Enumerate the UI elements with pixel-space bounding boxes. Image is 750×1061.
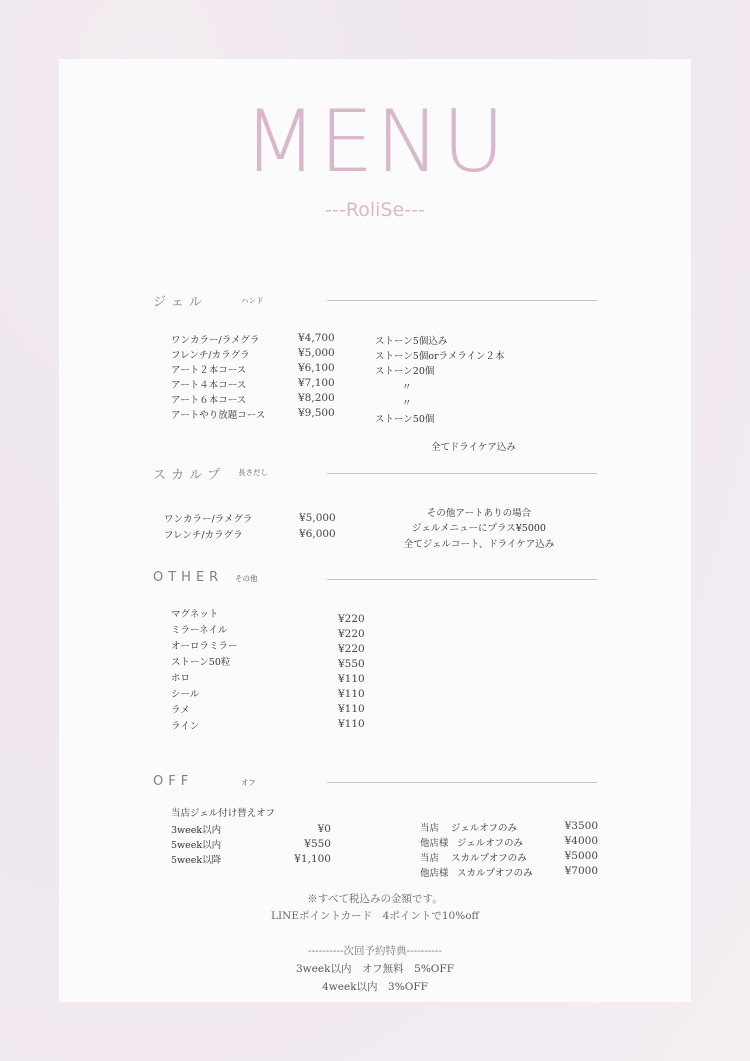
- gel-item-name: アート６本コース: [171, 395, 247, 406]
- other-item-price: ¥110: [338, 703, 365, 715]
- other-item-price: ¥220: [338, 628, 365, 640]
- off-left-item-price: ¥0: [317, 823, 331, 835]
- off-left-item-price: ¥1,100: [294, 853, 331, 865]
- gel-item-price: ¥6,100: [298, 362, 335, 374]
- gel-item-name: アートやり放題コース: [171, 410, 266, 421]
- divider-off: [327, 782, 597, 783]
- other-item-name: マグネット: [171, 609, 219, 620]
- other-item-name: ライン: [171, 721, 200, 732]
- off-right-price: ¥4000: [564, 835, 598, 847]
- gel-item-note: ストーン20個: [375, 366, 435, 377]
- section-subtitle-off: オフ: [241, 778, 256, 787]
- other-item-price: ¥110: [338, 673, 365, 685]
- gel-item-note: ストーン5個込み: [375, 336, 448, 347]
- other-item-name: ミラーネイル: [171, 625, 228, 636]
- perk-item: 4week以内 3%OFF: [322, 981, 428, 993]
- sculp-note: 全てジェルコート、ドライケア込み: [403, 539, 555, 550]
- off-right-price: ¥7000: [564, 865, 598, 877]
- off-left-heading: 当店ジェル付け替えオフ: [171, 808, 276, 819]
- gel-item-price: ¥9,500: [298, 407, 335, 419]
- sculp-note: その他アートありの場合: [426, 508, 532, 519]
- off-left-item-name: 5week以降: [171, 855, 222, 866]
- off-right-shop: 他店様: [420, 868, 449, 879]
- gel-item-price: ¥8,200: [298, 392, 335, 404]
- other-item-name: オーロラミラー: [171, 641, 238, 652]
- section-subtitle-gel: ハンド: [241, 296, 264, 305]
- line-point-note: LINEポイントカード 4ポイントで10%off: [271, 910, 479, 922]
- perk-item: 3week以内 オフ無料 5%OFF: [296, 963, 454, 975]
- off-right-name: スカルプオフのみ: [457, 868, 533, 879]
- off-right-name: ジェルオフのみ: [451, 823, 518, 834]
- other-item-price: ¥220: [338, 643, 365, 655]
- other-item-price: ¥220: [338, 613, 365, 625]
- other-item-price: ¥110: [338, 718, 365, 730]
- section-title-sculp: スカルプ: [153, 468, 226, 483]
- sculp-item-name: フレンチ/カラグラ: [164, 530, 243, 541]
- off-left-item-name: 3week以内: [171, 825, 222, 836]
- gel-item-name: アート２本コース: [171, 365, 247, 376]
- gel-item-name: フレンチ/カラグラ: [171, 350, 250, 361]
- divider-other: [327, 579, 597, 580]
- brand-subtitle: ---RoliSe---: [325, 199, 425, 221]
- gel-item-name: アート４本コース: [171, 380, 247, 391]
- off-right-name: ジェルオフのみ: [457, 838, 524, 849]
- divider-sculp: [327, 473, 597, 474]
- gel-item-name: ワンカラー/ラメグラ: [171, 335, 260, 346]
- gel-item-note: 〃: [402, 398, 412, 409]
- other-item-name: ラメ: [171, 705, 190, 716]
- tax-note: ※すべて税込みの金額です。: [307, 893, 443, 905]
- sculp-item-name: ワンカラー/ラメグラ: [164, 514, 253, 525]
- off-right-name: スカルプオフのみ: [451, 853, 527, 864]
- gel-footer-note: 全てドライケア込み: [431, 442, 516, 453]
- off-right-price: ¥5000: [564, 850, 598, 862]
- off-right-price: ¥3500: [564, 820, 598, 832]
- sculp-item-price: ¥6,000: [299, 528, 336, 540]
- off-right-shop: 当店: [420, 823, 440, 834]
- section-subtitle-other: その他: [235, 574, 258, 583]
- section-title-other: OTHER: [153, 570, 224, 585]
- menu-title: MENU: [243, 92, 507, 192]
- other-item-name: ストーン50粒: [171, 657, 231, 668]
- section-subtitle-sculp: 長さだし: [238, 468, 268, 477]
- gel-item-note: 〃: [402, 382, 412, 393]
- divider-gel: [327, 300, 597, 301]
- menu-sheet: [59, 59, 691, 1002]
- gel-item-price: ¥5,000: [298, 347, 335, 359]
- sculp-item-price: ¥5,000: [299, 512, 336, 524]
- other-item-name: シール: [171, 689, 200, 700]
- other-item-price: ¥550: [338, 658, 365, 670]
- off-left-item-name: 5week以内: [171, 840, 222, 851]
- off-left-item-price: ¥550: [304, 838, 331, 850]
- off-right-shop: 当店: [420, 853, 440, 864]
- gel-item-note: ストーン50個: [375, 414, 435, 425]
- gel-item-note: ストーン5個orラメライン２本: [375, 351, 505, 362]
- section-title-off: OFF: [153, 774, 194, 789]
- other-item-name: ホロ: [171, 673, 191, 684]
- other-item-price: ¥110: [338, 688, 365, 700]
- perks-heading: ----------次回予約特典----------: [308, 945, 442, 957]
- off-right-shop: 他店様: [420, 838, 449, 849]
- sculp-note: ジェルメニューにプラス¥5000: [412, 523, 546, 534]
- section-title-gel: ジェル: [153, 295, 207, 310]
- gel-item-price: ¥4,700: [298, 332, 335, 344]
- gel-item-price: ¥7,100: [298, 377, 335, 389]
